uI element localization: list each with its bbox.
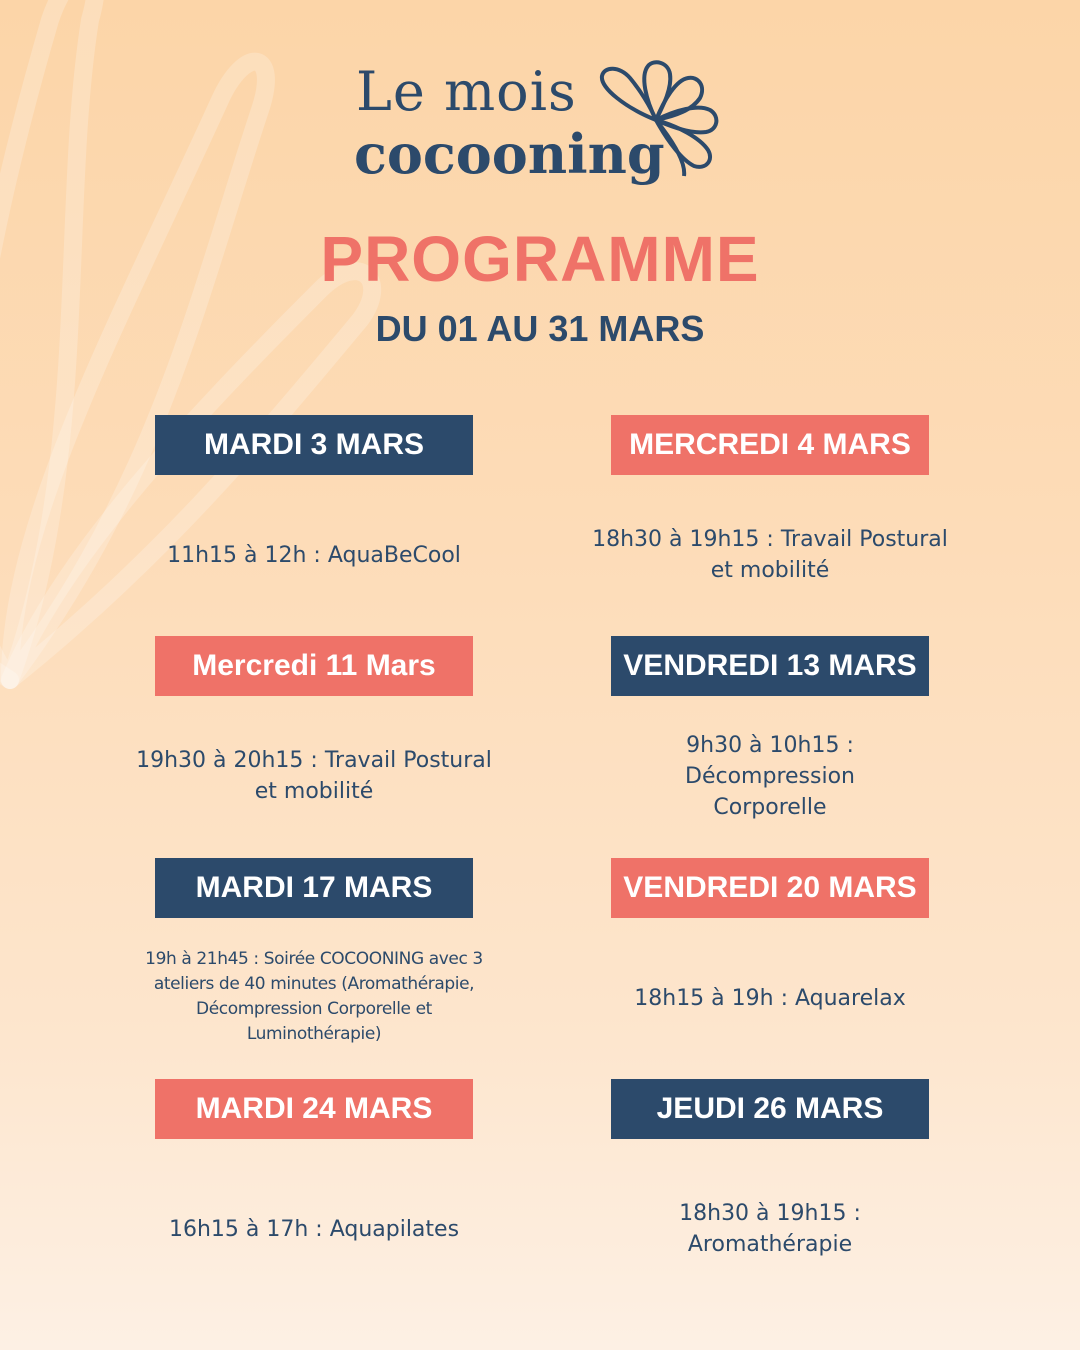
event-card xyxy=(611,858,929,1011)
event-description: 19h à 21h45 : Soirée COCOONING avec 3 ateliers de 40 minutes (Aromathérapie, Décompression Corporelle et Luminothérapie) xyxy=(145,949,483,1044)
event-card xyxy=(155,415,473,568)
logo-line-2: cocooning xyxy=(354,122,665,186)
event-card xyxy=(611,636,929,820)
event-date-badge: MERCREDI 4 MARS xyxy=(611,415,929,475)
event-description: 18h30 à 19h15 : Travail Postural et mobilité xyxy=(592,527,948,583)
logo-line-1: Le mois xyxy=(356,60,577,123)
event-card xyxy=(155,1079,473,1242)
event-date-badge: JEUDI 26 MARS xyxy=(611,1079,929,1139)
event-card xyxy=(145,858,483,1044)
event-description: 18h30 à 19h15 : Aromathérapie xyxy=(679,1201,861,1257)
event-description: 18h15 à 19h : Aquarelax xyxy=(634,985,906,1011)
event-date-badge: VENDREDI 20 MARS xyxy=(611,858,929,918)
shell-flower-icon xyxy=(596,58,736,188)
event-date-badge: VENDREDI 13 MARS xyxy=(611,636,929,696)
program-title: PROGRAMME xyxy=(320,223,760,295)
event-date-badge: Mercredi 11 Mars xyxy=(155,636,473,696)
program-dates: DU 01 AU 31 MARS xyxy=(375,308,705,349)
event-description: 11h15 à 12h : AquaBeCool xyxy=(167,542,461,568)
event-card xyxy=(592,415,948,583)
event-description: 9h30 à 10h15 : Décompression Corporelle xyxy=(685,732,855,820)
event-date-badge: MARDI 17 MARS xyxy=(155,858,473,918)
event-card xyxy=(611,1079,929,1257)
event-description: 19h30 à 20h15 : Travail Postural et mobilité xyxy=(136,748,492,804)
event-date-badge: MARDI 3 MARS xyxy=(155,415,473,475)
event-card xyxy=(136,636,492,804)
event-date-badge: MARDI 24 MARS xyxy=(155,1079,473,1139)
logo xyxy=(350,58,750,208)
event-description: 16h15 à 17h : Aquapilates xyxy=(168,1216,460,1242)
